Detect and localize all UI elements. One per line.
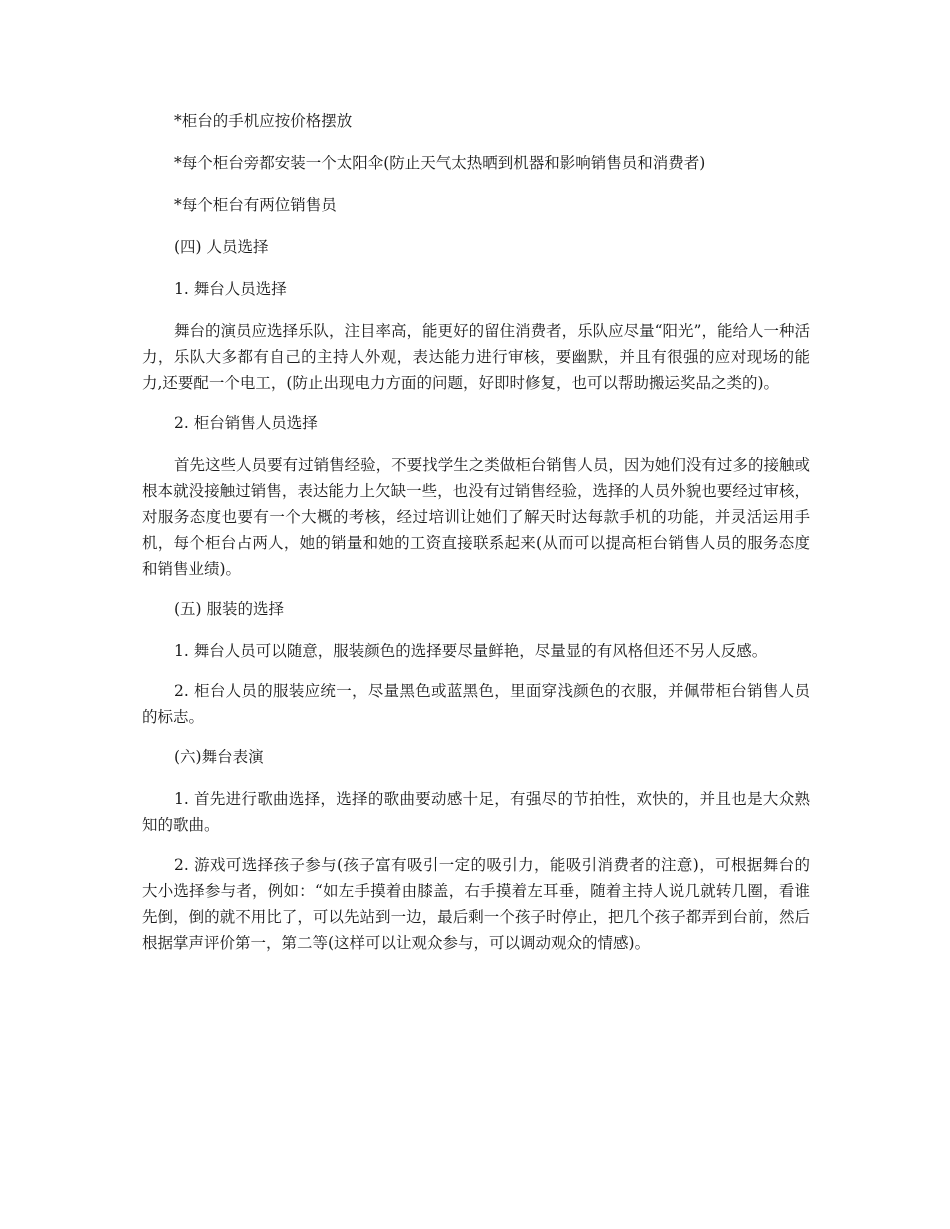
section-heading-personnel: (四) 人员选择 xyxy=(174,238,269,256)
section-heading-clothing: (五) 服装的选择 xyxy=(174,600,285,618)
subheading-counter-sales: 2. 柜台销售人员选择 xyxy=(174,414,318,432)
paragraph-stage-personnel: 舞台的演员应选择乐队，注目率高，能更好的留住消费者，乐队应尽量“阳光”，能给人一种活力，乐队大多都有自己的主持人外观，表达能力进行审核，要幽默，并且有很强的应对现场的能力,还要配一个电工，(防止出现电力方面的问题，好即时修复，也可以帮助搬运奖品之类的)。 xyxy=(142,322,810,392)
paragraph-song-selection: 1. 首先进行歌曲选择，选择的歌曲要动感十足，有强尽的节拍性，欢快的，并且也是大众熟知的歌曲。 xyxy=(142,790,810,834)
paragraph-counter-clothing: 2. 柜台人员的服装应统一，尽量黑色或蓝黑色，里面穿浅颜色的衣服，并佩带柜台销售人员的标志。 xyxy=(142,682,810,726)
paragraph-games: 2. 游戏可选择孩子参与(孩子富有吸引一定的吸引力，能吸引消费者的注意)，可根据舞台的大小选择参与者，例如：“如左手摸着由膝盖，右手摸着左耳垂，随着主持人说几就转几圈，看谁先倒，倒的就不用比了，可以先站到一边，最后剩一个孩子时停止，把几个孩子都弄到台前，然后根据掌声评价第一，第二等(这样可以让观众参与，可以调动观众的情感)。 xyxy=(142,856,810,952)
document-page xyxy=(142,108,810,956)
paragraph-counter-sales: 首先这些人员要有过销售经验，不要找学生之类做柜台销售人员，因为她们没有过多的接触或根本就没接触过销售，表达能力上欠缺一些，也没有过销售经验，选择的人员外貌也要经过审核，对服务态度也要有一个大概的考核，经过培训让她们了解天时达每款手机的功能，并灵活运用手机，每个柜台占两人，她的销量和她的工资直接联系起来(从而可以提高柜台销售人员的服务态度和销售业绩)。 xyxy=(142,456,810,578)
bullet-phones-by-price: *柜台的手机应按价格摆放 xyxy=(174,112,353,130)
bullet-sun-umbrella: *每个柜台旁都安装一个太阳伞(防止天气太热晒到机器和影响销售员和消费者) xyxy=(174,154,706,172)
paragraph-stage-clothing: 1. 舞台人员可以随意，服装颜色的选择要尽量鲜艳，尽量显的有风格但还不另人反感。 xyxy=(174,642,768,660)
subheading-stage-personnel: 1. 舞台人员选择 xyxy=(174,280,287,298)
bullet-two-salespeople: *每个柜台有两位销售员 xyxy=(174,196,337,214)
section-heading-stage-performance: (六)舞台表演 xyxy=(174,748,264,766)
